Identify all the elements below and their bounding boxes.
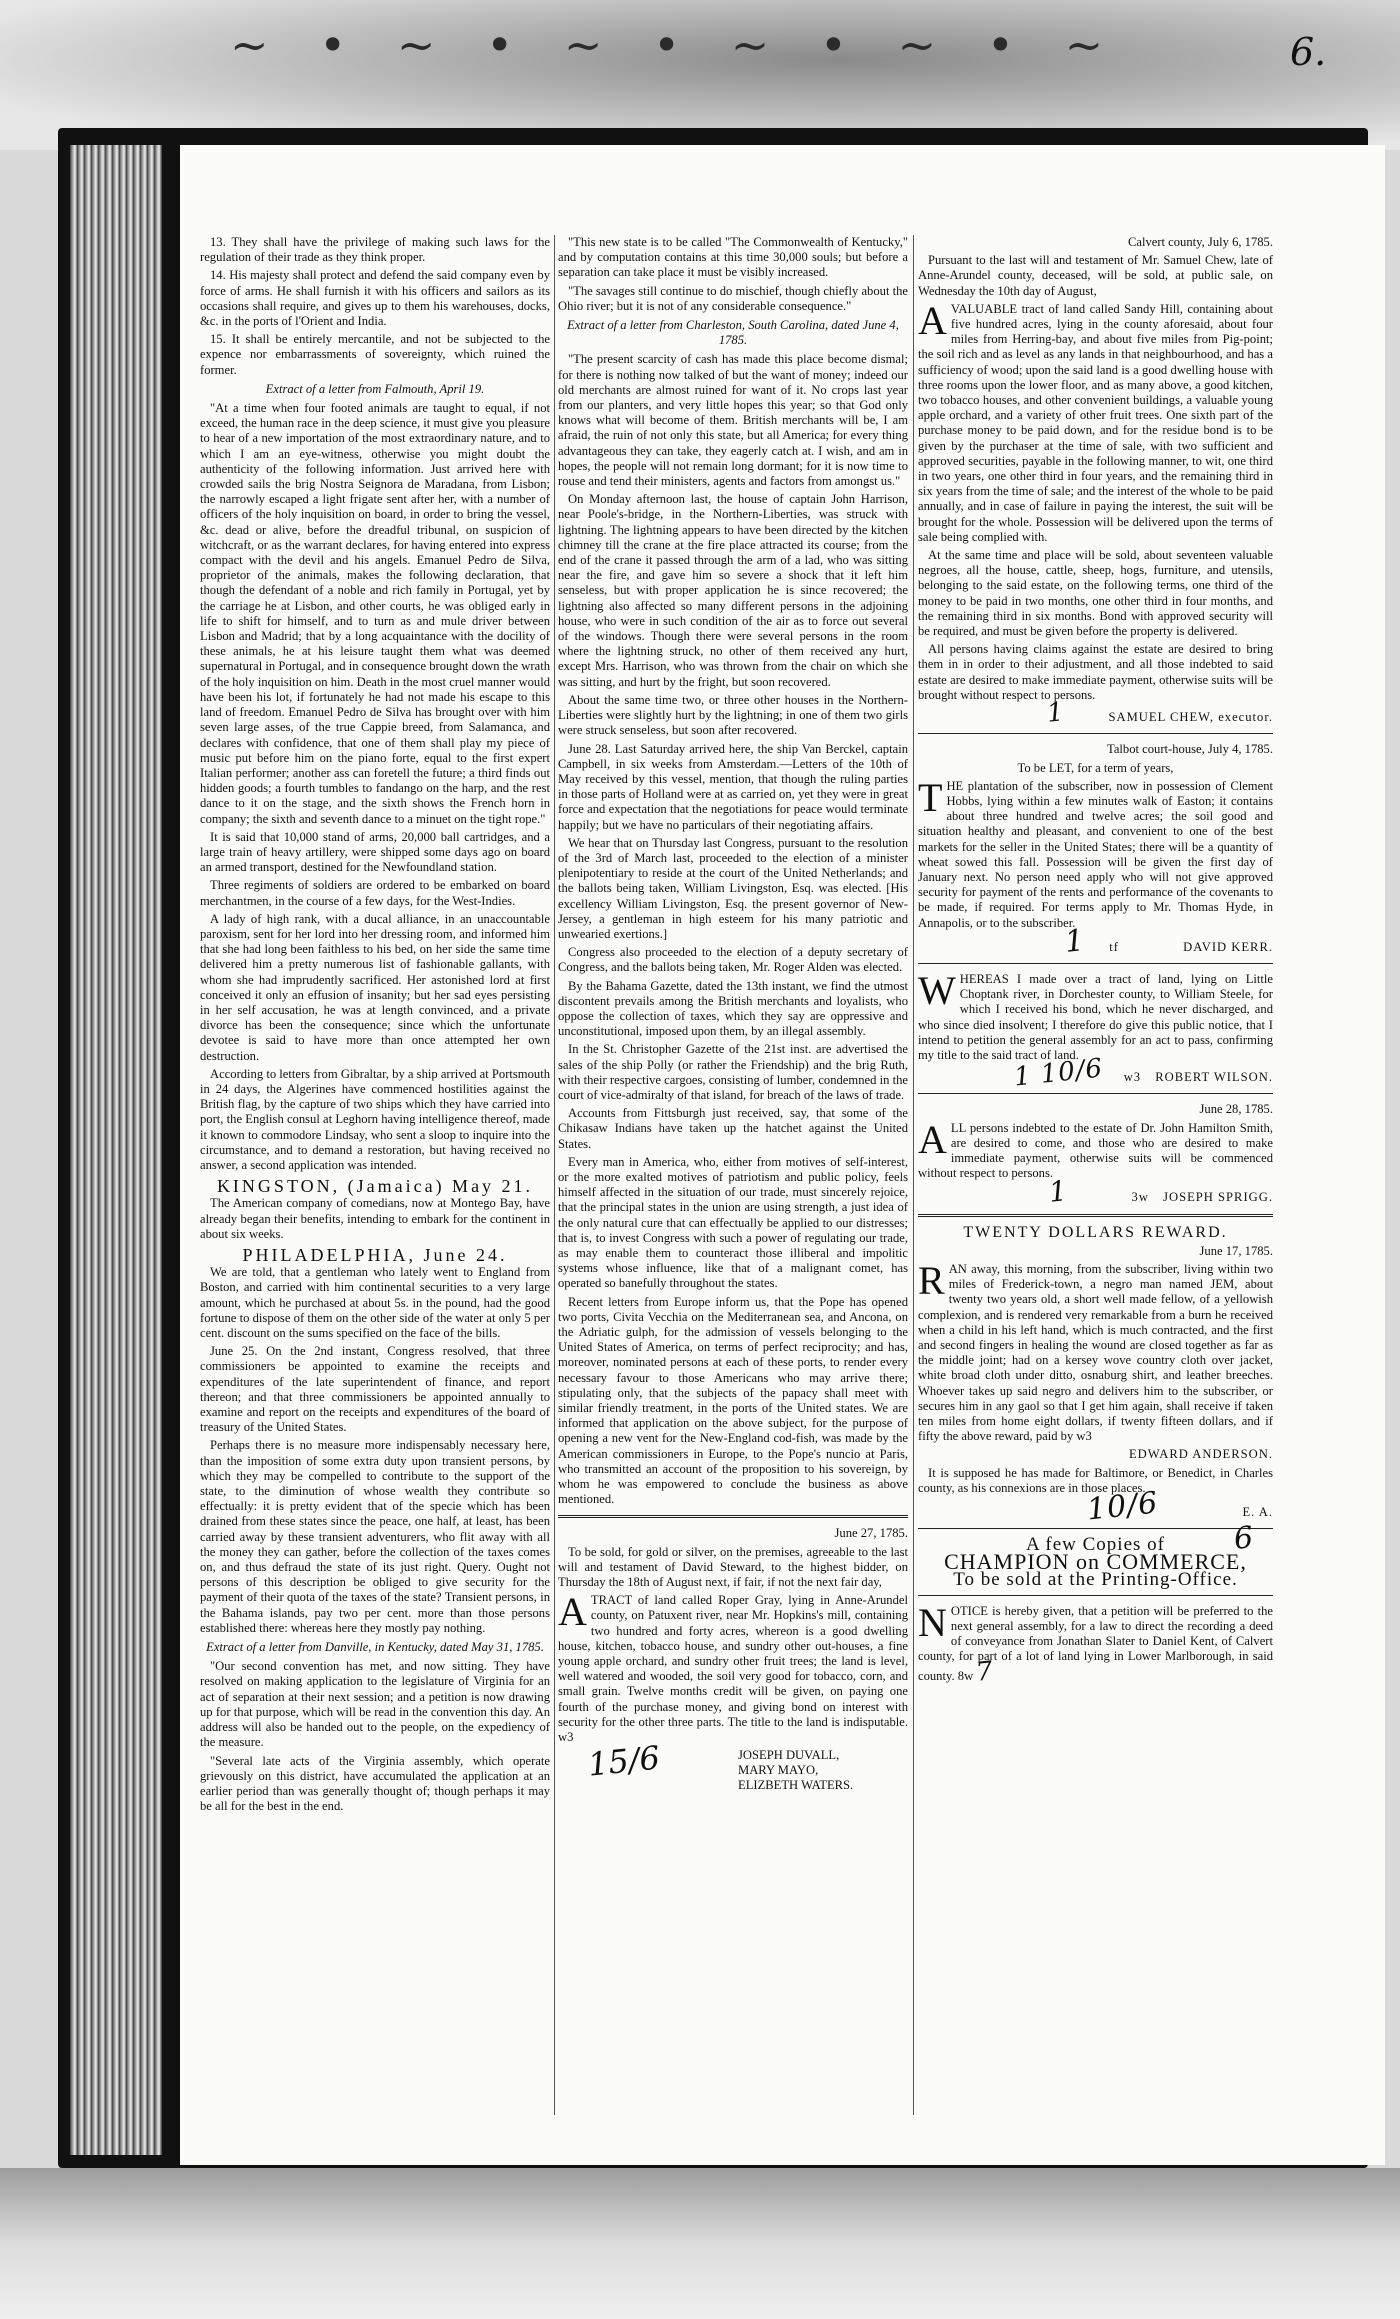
notice-line: A few Copies of — [1025, 1534, 1165, 1556]
ad-text: To be sold, for gold or silver, on the premises, agreeable to the last will and testament of David Steward, to the highest bidder, on Thursday the 18th of August next, if fair, if not the next fair day, — [558, 1544, 908, 1590]
ad-text — [918, 1257, 1273, 1444]
ad-text — [558, 1589, 908, 1745]
signature-line — [918, 1053, 1273, 1093]
ad-text — [918, 1116, 1273, 1182]
drop-cap: A — [558, 1589, 587, 1635]
ad-title: To be LET, for a term of years, — [1017, 760, 1174, 775]
article-paragraph: June 25. On the 2nd instant, Congress resolved, that three commissioners be appointed to examine the receipts and expenditures of the late superintendent of finance, and report thereon; and that three commissioners be appointed annually to examine and report on the receipts and expenditures of the board of treasury of the United States. — [200, 1344, 550, 1435]
column-1 — [200, 235, 550, 2135]
initials: E. A. — [1242, 1505, 1273, 1520]
dateline: PHILADELPHIA, June 24. — [242, 1245, 508, 1265]
ad-text — [918, 967, 1273, 1063]
signature: SAMUEL CHEW, executor. — [1108, 710, 1273, 725]
extract-heading: Extract of a letter from Danville, in Kentucky, dated May 31, 1785. — [206, 1640, 544, 1655]
section-divider — [558, 1515, 908, 1518]
article-paragraph: Accounts from Fittsburgh just received, say, that some of the Chikasaw Indians have taken up the hatchet against the United States. — [558, 1106, 908, 1151]
ad-text: At the same time and place will be sold, about seventeen valuable negroes, all the house, cattle, sheep, hogs, furniture, and utensils, belonging to the said estate, on the following terms, one third of the money to be paid in two months, one other third in four months, and the remaining third in six months. Bond with approved security will be required, and must be given before the property is delivered. — [918, 548, 1273, 639]
ad-mark: 8w — [957, 1668, 974, 1683]
article-paragraph: About the same time two, or three other houses in the Northern-Liberties were slightly hurt by the lightning; in one of them two girls were struck senseless, but soon after recovered. — [558, 692, 908, 738]
article-paragraph: Recent letters from Europe inform us, that the Pope has opened two ports, Civita Vecchia on the Mediterranean sea, and Ancona, on the Adriatic gulph, for the admission of vessels belonging to the United States of America, on terms of perfect reciprocity; and has, moreover, nominated persons at each of these ports, to render every necessary favour to those Americans who may arrive there; stipulating only, that the subjects of the papacy shall meet with similar friendly treatment, in the ports of the United states. We are informed that application on the above subject, for the purpose of opening a new vent for the New-England cod-fish, was made by the American commissioners in Europe, to the Pope's nuncio at Paris, who transmitted an account of the proposition to his sovereign, by whom he was empowered to conclude the business as above mentioned. — [558, 1294, 908, 1507]
notice-line: CHAMPION on COMMERCE, — [944, 1549, 1247, 1575]
ad-text — [918, 297, 1273, 545]
ad-place-date: Talbot court-house, July 4, 1785. — [1107, 742, 1273, 757]
drop-cap: R — [918, 1257, 945, 1303]
ad-text — [918, 1599, 1273, 1688]
article-paragraph: Every man in America, who, either from motives of self-interest, or the more exalted motives of patriotism and public policy, feels himself affected in the situation of our trade, must sincerely rejoice, that the principal states in the union are using strength, a just idea of the only natural cure that can effectually be applied to our distresses; that is, to invest Congress with such a power of regulating our trade, as may enable them to counteract those illiberal and impolitic systems whose influence, like that of a malignant comet, has operated so banefully throughout the states. — [558, 1154, 908, 1291]
signature: EDWARD ANDERSON. — [1128, 1447, 1273, 1462]
article-paragraph: 14. His majesty shall protect and defend the said company even by force of arms. He shall furnish it with his officers and sailors as its occasions shall require, and gives up to them his warehouses, docks, &c. in the ports of l'Orient and India. — [200, 268, 550, 329]
article-paragraph: Congress also proceeded to the election of a deputy secretary of Congress, and the ballots being taken, Mr. Roger Alden was elected. — [558, 945, 908, 975]
article-paragraph: By the Bahama Gazette, dated the 13th instant, we find the utmost discontent prevails among the British merchants and loyalists, who oppose the collection of taxes, which they say are oppressive and unconstitutional, imposed upon them, by an illegal assembly. — [558, 978, 908, 1039]
article-paragraph: "Several late acts of the Virginia assembly, which operate grievously on this district, have accumulated the application at an earlier period than was generally thought of; though perhaps it may be all for the best in the end. — [200, 1753, 550, 1814]
ad-mark: w3 — [1076, 1429, 1092, 1444]
signature: JOSEPH DUVALL, — [738, 1748, 840, 1763]
article-paragraph: 13. They shall have the privilege of making such laws for the regulation of their trade as they think proper. — [200, 235, 550, 265]
ad-divider — [918, 1214, 1273, 1217]
signature-block — [558, 1738, 908, 1808]
ad-divider — [918, 733, 1273, 734]
signature: ROBERT WILSON. — [1155, 1070, 1273, 1085]
notice-block — [918, 1520, 1273, 1590]
signature: DAVID KERR. — [1183, 939, 1273, 954]
ad-body: VALUABLE tract of land called Sandy Hill, containing about five hundred acres, lying in the county aforesaid, about four miles from Herring-bay, and about five miles from Pig-point; the soil rich and as level as any lands in that neighbourhood, and has a sufficiency of wood; upon the said land is a good dwelling house with three rooms upon the lower floor, and as many above, a good kitchen, two tobacco houses, and other convenient buildings, a valuable young apple orchard, and a variety of other fruit trees. One sixth part of the purchase money to be paid down, and for the residue bond is to be given by the purchaser at the time of sale, with two sufficient and approved securities, payable in the following manner, to wit, one third in two years, one other third in four years, and the remaining third in six years from the time of sale; and the interest of the whole to be paid annually, and in case of failure in paying the interest, the suit will be brought for the whole. Possession will be delivered upon the terms of sale being complied with. — [918, 301, 1273, 544]
handwritten-mark: 1 — [1045, 697, 1066, 729]
hand-numeral: 6. — [1290, 30, 1327, 74]
extract-heading: Extract of a letter from Falmouth, April 19. — [265, 381, 485, 396]
column-2 — [558, 235, 908, 2125]
article-paragraph: "At a time when four footed animals are taught to equal, if not exceed, the human race in the deep science, it must give you pleasure to hear of a new importation of the most extraordinary nature, and to which I am an eye-witness, otherwise you might doubt the authenticity of the following information. Just arrived here with crowded sails the brig Nostra Seignora de Maradana, from Lisbon; the narrowly escaped a light frigate sent after her, with a number of officers of the holy inquisition on board, in order to bring the vessel, &c. dead or alive, before the dreadful tribunal, on suspicion of witchcraft, or as the warrant declares, for having entered into express compact with the devil and his angels. Emanuel Pedro de Silva, proprietor of the animals, makes the following declaration, that though the defendant of a noble and rich family in Portugal, yet by the carriage he at Lisbon, and other courts, he was obliged early in life to shift for himself, and to turn as and mule driver between Lisbon and Madrid; that by a long acquaintance with the docility of these animals, he at his leisure taught them what was deemed supernatural in Portugal, and in consequence brought down the wrath of the holy inquisition on him. Death in the most cruel manner would have been his lot, if fortunately he had not made his escape to this land of freedom. Emanuel Pedro de Silva has brought over with him seven large asses, of the true Cappie breed, from Salamanca, and declares with confidence, that one of them shall play my piece of music put before him on the piano forte, equal to the first expert Italian performer; another ass can foretell the future; a third finds out hidden goods; a fourth tumbles to fandango on the harp, and the rest dance to it on the stage, and the sixth shows the French horn in company; the sixth and seventh dance to a minuet on the tight rope." — [200, 401, 550, 826]
article-paragraph: According to letters from Gibraltar, by a ship arrived at Portsmouth in 24 days, the Algerines have commenced hostilities against the British flag, by the capture of two ships which they have carried into port, the English consul at Leghorn having intelligence thereof, made it known to commodore Lindsay, who sent a sloop to inquire into the circumstance, and to demand a restoration, but having received no answer, a second application was intended. — [200, 1066, 550, 1172]
dateline: KINGSTON, (Jamaica) May 21. — [216, 1176, 534, 1197]
column-rule — [554, 235, 555, 2115]
signature-line — [918, 697, 1273, 729]
article-paragraph: On Monday afternoon last, the house of captain John Harrison, near Poole's-bridge, in the Northern-Liberties, was struck with lightning. The lightning appears to have been directed by the kitchen chimney till the crane at the fire place attracted its course; from the end of the crane it passed through the arm of a lad, who was sitting near the fire, and gave him so severe a shock that it left him senseless, but with proper application he is since recovered; the lightning also affected so many different persons in the adjoining house, who were in such condition of the air as to force out several of the windows. Though there were several persons in the room where the lightning struck, no other of them received any hurt, except Mrs. Harrison, who was thrown from the chair on which she was sitting, and hurt by the fright, but soon recovered. — [558, 492, 908, 689]
drop-cap: A — [918, 297, 947, 343]
article-paragraph: "The savages still continue to do mischief, though chiefly about the Ohio river; but it is not of any considerable consequence." — [558, 283, 908, 313]
drop-cap: T — [918, 774, 943, 820]
handwritten-mark: 1 — [1063, 922, 1087, 960]
article-paragraph: A lady of high rank, with a ducal alliance, in an unaccountable paroxism, sent for her lord into her dressing room, and informed him that she had long been faithless to his bed, on her side the same time delivered him a pretty numerous list of fashionable gallants, with whom she had imprudently sacrificed. Her astonished lord at first conceived it only an effusion of insanity; but her sad eyes persisting in her self accusation, he was at length convinced, and a private divorce has been the consequence; since which the unfortunate devotee is said to have more than once attempted her own destruction. — [200, 911, 550, 1063]
signature-line — [918, 922, 1273, 960]
ad-divider — [918, 1093, 1273, 1094]
ad-date: June 17, 1785. — [1199, 1243, 1273, 1258]
ad-divider — [918, 1528, 1273, 1529]
drop-cap: W — [918, 967, 956, 1013]
handwritten-mark: 6 — [1232, 1520, 1255, 1558]
ad-text: It is supposed he has made for Baltimore, or Benedict, in Charles county, as his connexions are in those places. — [918, 1465, 1273, 1495]
ad-place-date: Calvert county, July 6, 1785. — [1127, 235, 1273, 249]
article-paragraph: "Our second convention has met, and now sitting. They have resolved on making application to the legislature of Virginia for an act of separation at their next session; and a petition is now drawing up for that purpose, which will be read in the convention this day. An address will also be handed out to the people, on the expediency of the measure. — [200, 1659, 550, 1750]
ad-divider — [918, 963, 1273, 964]
article-paragraph: We are told, that a gentleman who lately went to England from Boston, and carried with him continental securities to a very large amount, which he purchased at about 5s. in the pound, had the good fortune to dispose of them on the other side of the water at only 5 per cent. discount on the sums specified on the face of the bills. — [200, 1265, 550, 1341]
article-paragraph: The American company of comedians, now at Montego Bay, have already began their benefits, intending to embark for the continent in about six weeks. — [200, 1196, 550, 1241]
handwritten-price: 10/6 — [1085, 1485, 1160, 1528]
signature-line — [918, 1174, 1273, 1210]
drop-cap: N — [918, 1599, 947, 1645]
article-paragraph: We hear that on Thursday last Congress, pursuant to the resolution of the 3rd of March last, proceeded to the election of a minister plenipotentiary to reside at the court of the United Netherlands; and the ballots being taken, William Livingston, Esq. was elected. [His excellency William Livingston, Esq. the present governor of New-Jersey, a gentleman in high esteem for his many patriotic and unwearied exertions.] — [558, 835, 908, 941]
signature: JOSEPH SPRIGG. — [1163, 1190, 1273, 1205]
handwritten-price: 1 10/6 — [1012, 1053, 1105, 1093]
drop-cap: A — [918, 1116, 947, 1162]
ad-text: All persons having claims against the estate are desired to bring them in in order to their adjustment, and all those indebted to said estate are desired to make immediate payment, otherwise suits will be brought without respect to persons. — [918, 642, 1273, 702]
newspaper-page — [180, 145, 1385, 2165]
article-paragraph: "The present scarcity of cash has made this place become dismal; for there is nothing now talked of but the want of money; indeed our old merchants are almost ruined for want of it. No crops last year from our planters, and very little hopes this year; so that God only knows what will become of them. British merchants will be, I am afraid, the ruin of not only this state, but all America; for every thing advantageous they can take, they eagerly catch at. I wish, and am in hopes, the people will not remain long dormant; for it is now time to rouse and tend their ministers, agents and factors from amongst us." — [558, 352, 908, 489]
ad-body: OTICE is hereby given, that a petition will be preferred to the next general assembly, for a law to direct the recording a deed of conveyance from Jonathan Slater to Daniel Kent, of Calvert county, for part of a lot of land lying in Lower Marlborough, in said county. — [918, 1603, 1273, 1683]
notice-line: To be sold at the Printing-Office. — [953, 1568, 1238, 1590]
ad-body: TRACT of land called Roper Gray, lying in Anne-Arundel county, on Patuxent river, near Mr. Hopkins's mill, containing two hundred and forty acres, whereon is a good dwelling house, kitchen, tobacco house, and sundry other out-houses, a fine young apple orchard, and sundry other fruit trees; the land is level, well watered and wooded, the soil very good for tobacco, corn, and small grain. Twelve months credit will be given, on paying one fourth of the purchase money, and giving bond on interest with security for the other three parts. The title to the land is indisputable. — [558, 1593, 908, 1729]
handwritten-price: 15/6 — [586, 1738, 662, 1784]
ad-title: TWENTY DOLLARS REWARD. — [963, 1223, 1228, 1241]
column-rule — [913, 235, 914, 2115]
ad-mark: w3 — [1123, 1070, 1142, 1085]
ad-divider — [918, 1595, 1273, 1596]
article-paragraph: 15. It shall be entirely mercantile, and not be subjected to the expence nor embarrassments of sovereignty, which ruined the former. — [200, 332, 550, 377]
signature: ELIZBETH WATERS. — [738, 1778, 854, 1793]
extract-heading: Extract of a letter from Charleston, South Carolina, dated June 4, 1785. — [567, 318, 899, 348]
ad-date: June 27, 1785. — [834, 1526, 908, 1541]
article-paragraph: "This new state is to be called "The Commonwealth of Kentucky," and by computation contains at this time 30,000 souls; but before a separation can take place it must be visibly increased. — [558, 235, 908, 280]
article-paragraph: June 28. Last Saturday arrived here, the ship Van Berckel, captain Campbell, in six weeks from Amsterdam.—Letters of the 10th of May received by this vessel, mention, that though the ruling parties in those parts of Holland were at as carried on, yet they were in great force and expectation that the negotiations for peace would terminate happily; but we have no particulars of their negotiating affairs. — [558, 741, 908, 832]
ad-mark: w3 — [558, 1730, 574, 1745]
handwritten-mark: 7 — [974, 1655, 995, 1688]
page-edges — [70, 145, 162, 2155]
ad-text — [918, 774, 1273, 931]
ad-body: LL persons indebted to the estate of Dr. John Hamilton Smith, are desired to come, and those who are desired to make immediate payment, otherwise suits will be commenced without respect to persons. — [918, 1120, 1273, 1181]
ad-mark: 3w — [1131, 1190, 1149, 1205]
article-paragraph: In the St. Christopher Gazette of the 21st inst. are advertised the sales of the ship Polly (or rather the Friendship) and the brig Ruth, with their respective cargoes, consisting of lumber, condemned in the court of vice-admiralty of that island, for breach of the laws of trade. — [558, 1042, 908, 1102]
article-paragraph: Perhaps there is no measure more indispensably necessary here, than the imposition of some extra duty upon transient persons, by which they may be compelled to contribute to the support of the state, to the diminution of whose wealth they contribute so effectually: it is pretty evident that of the specie which has been drained from these states since the peace, one half, at least, has been carried away by these transient adventurers, who flit away with all the money they can gather, before the collection of the taxes comes on, and thus defraud the state of its just right. Query. Ought not persons of this description be obliged to give security for the payment of their quota of the taxes of the state? Transient persons, in the Bahama islands, pay two per cent. more than those persons established there: whereas here they mostly pay nothing. — [200, 1438, 550, 1635]
scan-blemish: ~ • ~ • ~ • ~ • ~ • ~ — [230, 18, 1122, 72]
signature-line — [918, 1485, 1273, 1528]
scan-bottom-margin — [0, 2168, 1400, 2319]
ad-text: Pursuant to the last will and testament of Mr. Samuel Chew, late of Anne-Arundel county, deceased, will be sold, at public sale, on Wednesday the 10th day of August, — [918, 253, 1273, 298]
article-paragraph: It is said that 10,000 stand of arms, 20,000 ball cartridges, and a large train of heavy artillery, were shipped some days ago on board an armed transport, destined for the Newfoundland station. — [200, 829, 550, 875]
handwritten-mark: 1 — [1046, 1174, 1070, 1210]
signature: MARY MAYO, — [738, 1763, 819, 1778]
ad-body: AN away, this morning, from the subscriber, living within two miles of Frederick-town, a negro man named JEM, about twenty two years old, a short well made fellow, of a yellowish complexion, and is rendered very remarkable from a burn he received when a child in his left hand, which is much contracted, and the first and second fingers in healing the wound are closed together as far as the middle joint; had on a kersey wove country cloth over jacket, white broad cloth under ditto, osnaburg shirt, and leather breeches. Whoever takes up said negro and delivers him to the subscriber, or secures him in any gaol so that I get him again, shall receive if taken ten miles from home eight dollars, if twenty fifteen dollars, and if fifty the above reward, paid by — [918, 1261, 1273, 1444]
column-3 — [918, 235, 1273, 2125]
ad-date: June 28, 1785. — [1199, 1102, 1273, 1117]
ad-mark: tf — [1109, 939, 1119, 954]
ad-body: HEREAS I made over a tract of land, lying on Little Choptank river, in Dorchester county, to William Steele, for which I received his bond, which he never discharged, and who since died insolvent; I therefore do give this public notice, that I intend to petition the general assembly for an act to pass, confirming my title to the said tract of land. — [918, 971, 1273, 1062]
article-paragraph: Three regiments of soldiers are ordered to be embarked on board merchantmen, in the course of a few days, for the West-Indies. — [200, 878, 550, 908]
ad-body: HE plantation of the subscriber, now in possession of Clement Hobbs, lying within a few minutes walk of Easton; it contains about three hundred and twelve acres; the soil good and situation healthy and pleasant, and convenient to one of the best markets for the seller in the United States; there will be a quantity of wheat sowed this fall. Possession will be given the first day of January next. No person need apply who will not give approved security for payment of the rents and performance of the covenants to be made, if required. For terms apply to Mr. Thomas Hyde, in Annapolis, or to the subscriber. — [918, 778, 1273, 930]
